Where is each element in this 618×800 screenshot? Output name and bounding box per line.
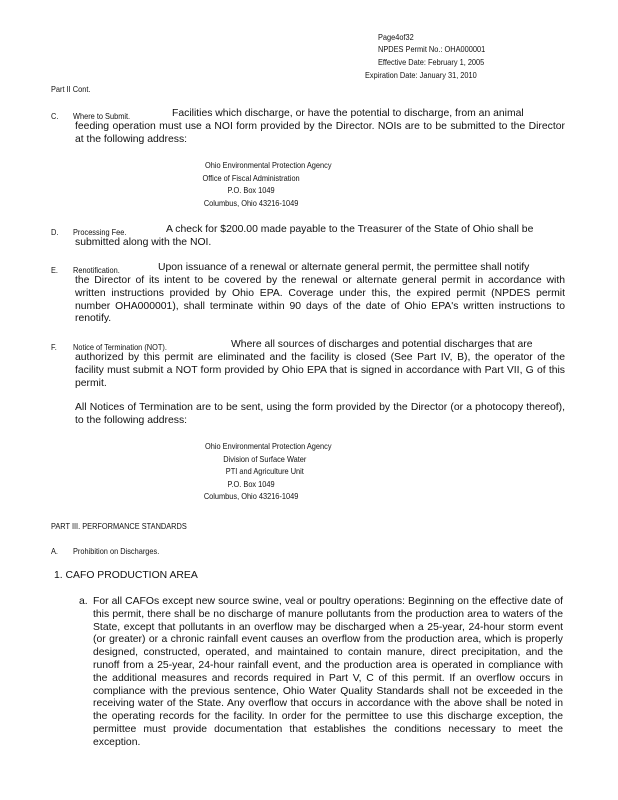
section-a-letter: A. [51, 546, 58, 556]
expiration-date: Expiration Date: January 31, 2010 [365, 70, 477, 80]
section-f-text-2: All Notices of Termination are to be sent, using the form provided by the Director (or a photocopy thereof), to the following address: [75, 402, 565, 426]
address1-line2: Office of Fiscal Administration [202, 172, 300, 183]
part-continued: Part II Cont. [51, 84, 91, 94]
address1-line3: P.O. Box 1049 [227, 185, 275, 196]
section-f-text-first: Where all sources of discharges and potential discharges that are [231, 339, 533, 350]
section-c-title: Where to Submit. [73, 111, 131, 121]
address1-line1: Ohio Environmental Protection Agency [205, 160, 332, 170]
address2-line5: Columbus, Ohio 43216-1049 [203, 491, 299, 502]
item-a-letter: a. [79, 596, 88, 607]
page-number: Page4of32 [378, 32, 414, 42]
section-f-text: authorized by this permit are eliminated and the facility is closed (See Part IV, B), the operator of the facility must submit a NOT form provided by Ohio EPA that is signed in accordance with Part VII, G of this permit. [75, 352, 565, 389]
section-e-text-first: Upon issuance of a renewal or alternate general permit, the permittee shall notify [158, 262, 530, 273]
section-d-text-first: A check for $200.00 made payable to the Treasurer of the State of Ohio shall be [166, 224, 534, 235]
section-d-letter: D. [51, 227, 59, 237]
section-e-letter: E. [51, 265, 58, 275]
section-c-text-first: Facilities which discharge, or have the potential to discharge, from an animal [172, 108, 524, 119]
address-block-1 [202, 159, 332, 209]
item-1-heading: 1. CAFO PRODUCTION AREA [54, 570, 198, 581]
section-d-text: submitted along with the NOI. [75, 237, 212, 248]
section-a-title: Prohibition on Discharges. [73, 546, 160, 556]
address2-line3: PTI and Agriculture Unit [225, 466, 304, 477]
address2-line2: Division of Surface Water [223, 453, 307, 464]
section-c-text: feeding operation must use a NOI form provided by the Director. NOIs are to be submitted to the Director at the following address: [75, 121, 565, 145]
item-a-text: For all CAFOs except new source swine, veal or poultry operations: Beginning on the effective date of this permit, there shall be no discharge of manure pollutants from the production area to waters of the State, except that pollutants in an overflow may be discharged when a 25-year, 24-hour storm event (or greater) or a chronic rainfall event causes an overflow from the production area, which is properly designed, constructed, operated, and maintained to contain manure, direct precipitation, and the runoff from a 25-year, 24-hour rainfall event, and the production area is operated in compliance with the additional measures and records required in Part V, C of this permit. If an overflow occurs in compliance with the previous sentence, Ohio Water Quality Standards shall not be exceeded in the receiving water of the State. Any overflow that occurs in accordance with the above shall be noted in the operating records for the facility. In order for the permittee to use this discharge exception, the permittee must provide documentation that establishes the conditions necessary to meet the exception. [93, 596, 563, 748]
effective-date: Effective Date: February 1, 2005 [378, 57, 485, 67]
section-f-title: Notice of Termination (NOT). [73, 342, 167, 352]
address2-line1: Ohio Environmental Protection Agency [205, 441, 332, 451]
section-e-title: Renotification. [73, 265, 120, 275]
permit-number: NPDES Permit No.: OHA000001 [378, 44, 486, 54]
address1-line4: Columbus, Ohio 43216-1049 [203, 197, 299, 208]
part-3-heading: PART III. PERFORMANCE STANDARDS [51, 521, 187, 531]
section-f-letter: F. [51, 342, 57, 352]
address-block-2 [205, 440, 332, 503]
address2-line4: P.O. Box 1049 [227, 478, 275, 489]
section-c-letter: C. [51, 111, 59, 121]
section-e-text: the Director of its intent to be covered by the renewal or alternate general permit in accordance with written instructions provided by Ohio EPA. Coverage under this, the expired permit (NPDES permit number OHA000001), shall terminate within 90 days of the date of Ohio EPA's written instructions to renotify. [75, 275, 565, 325]
section-d-title: Processing Fee. [73, 227, 127, 237]
